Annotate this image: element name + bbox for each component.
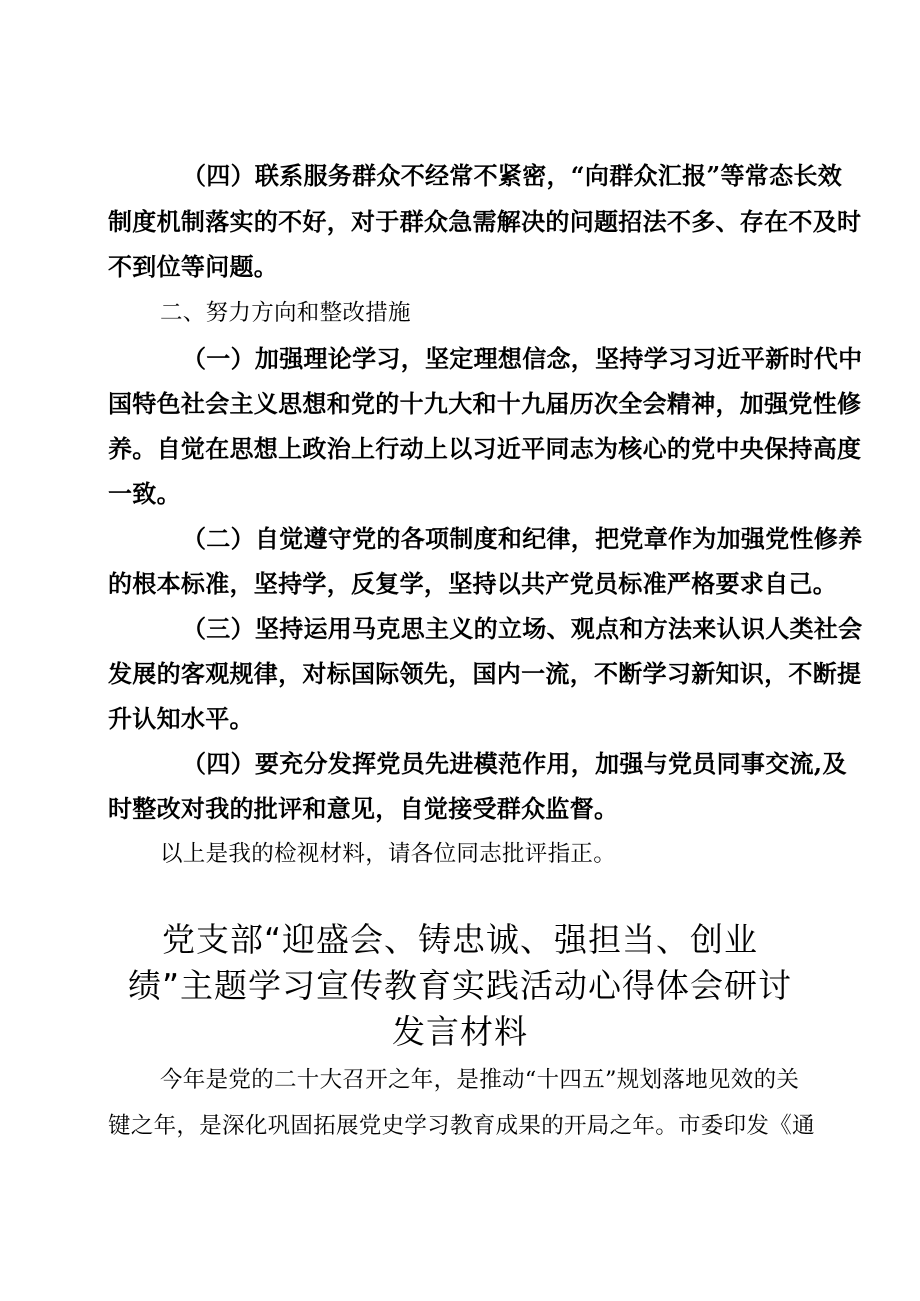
document-title-line: 发言材料 <box>392 1012 528 1051</box>
paragraph-line: （四）要充分发挥党员先进模范作用，加强与党员同事交流,及 <box>182 749 847 778</box>
paragraph-line: （二）自觉遵守党的各项制度和纪律，把党章作为加强党性修养 <box>182 524 863 553</box>
paragraph-line: 发展的客观规律，对标国际领先，国内一流，不断学习新知识，不断提 <box>108 659 862 688</box>
paragraph-line: 一致。 <box>108 479 181 508</box>
paragraph-line: 国特色社会主义思想和党的十九大和十九届历次全会精神，加强党性修 <box>108 389 862 418</box>
paragraph-line: 时整改对我的批评和意见，自觉接受群众监督。 <box>108 794 619 823</box>
paragraph-line: （三）坚持运用马克思主义的立场、观点和方法来认识人类社会 <box>182 614 863 643</box>
paragraph-line: （一）加强理论学习，坚定理想信念，坚持学习习近平新时代中 <box>182 344 863 373</box>
section-heading: 二、努力方向和整改措施 <box>160 300 411 326</box>
body-line: 键之年，是深化巩固拓展党史学习教育成果的开局之年。市委印发《通 <box>108 1113 815 1139</box>
paragraph-line: 升认知水平。 <box>108 704 254 733</box>
document-title-line: 党支部“迎盛会、铸忠诚、强担当、创业 <box>161 920 759 959</box>
document-title-line: 绩”主题学习宣传教育实践活动心得体会研讨 <box>127 966 793 1005</box>
closing-line: 以上是我的检视材料，请各位同志批评指正。 <box>160 841 617 867</box>
paragraph-line: 养。自觉在思想上政治上行动上以习近平同志为核心的党中央保持高度 <box>108 434 862 463</box>
paragraph-line: 制度机制落实的不好，对于群众急需解决的问题招法不多、存在不及时 <box>108 207 862 236</box>
paragraph-line: （四）联系服务群众不经常不紧密，“向群众汇报”等常态长效 <box>182 161 843 190</box>
paragraph-line: 不到位等问题。 <box>108 252 279 281</box>
paragraph-line: 的根本标准，坚持学，反复学，坚持以共产党员标准严格要求自己。 <box>108 569 837 598</box>
body-line: 今年是党的二十大召开之年，是推动“十四五”规划落地见效的关 <box>160 1067 800 1093</box>
